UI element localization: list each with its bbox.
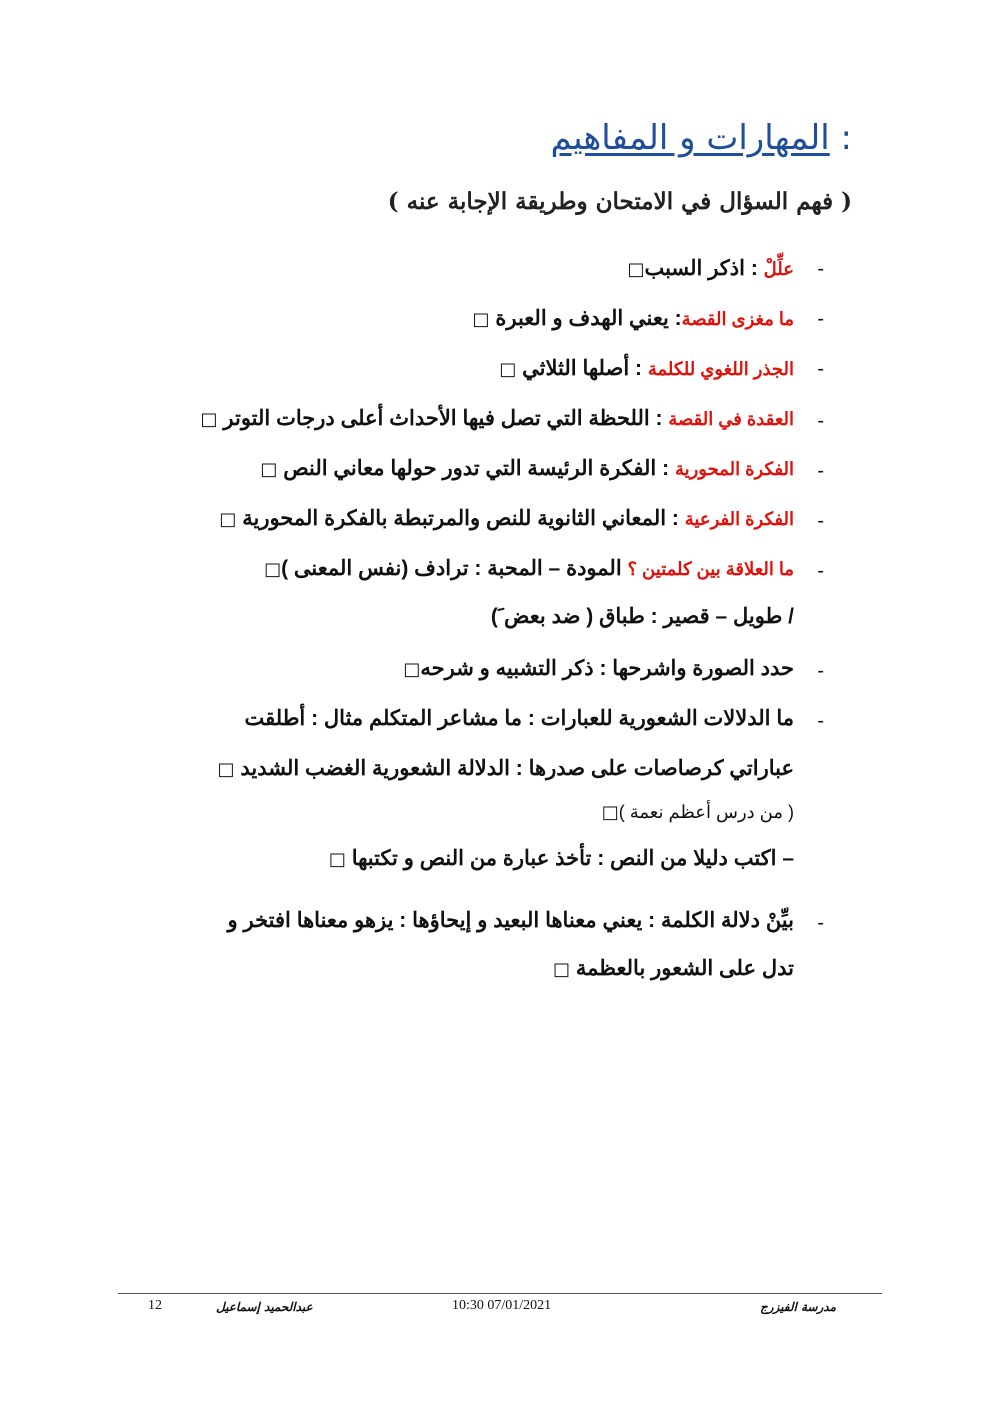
list-item — [245, 706, 794, 731]
item-text: عباراتي كرصاصات على صدرها : الدلالة الشعورية الغضب الشديد — [240, 757, 794, 780]
list-item-continuation — [217, 756, 794, 781]
item-definition: : يعني الهدف و العبرة — [495, 307, 682, 330]
footer-datetime: 10:30 07/01/2021 — [452, 1298, 552, 1313]
list-item — [201, 406, 794, 431]
square-icon: □ — [217, 759, 235, 780]
square-icon: □ — [328, 849, 346, 870]
list-item — [228, 908, 794, 933]
square-icon: □ — [472, 309, 490, 330]
list-item — [219, 506, 794, 531]
square-icon: □ — [601, 802, 619, 823]
item-term: الفكرة المحورية — [674, 459, 794, 479]
subtitle: ( فهم السؤال في الامتحان وطريقة الإجابة عنه ) — [387, 188, 852, 215]
item-term: علِّلْ — [763, 259, 794, 279]
bullet-dash: - — [817, 460, 824, 482]
square-icon: □ — [219, 509, 237, 530]
item-text: – اكتب دليلا من النص : تأخذ عبارة من النص و تكتبها — [351, 847, 794, 870]
square-icon: □ — [403, 659, 421, 680]
square-icon: □ — [260, 459, 278, 480]
item-text: ( من درس أعظم نعمة ) — [618, 802, 794, 822]
bullet-dash: - — [817, 358, 824, 380]
list-item — [329, 846, 794, 871]
item-term: ما العلاقة بين كلمتين ؟ — [627, 559, 794, 579]
bullet-dash: - — [817, 510, 824, 532]
item-definition: : اذكر السبب — [644, 257, 758, 280]
square-icon: □ — [553, 959, 571, 980]
square-icon: □ — [627, 259, 645, 280]
footer-school: مدرسة الفيزرج — [760, 1300, 837, 1314]
item-text: تدل على الشعور بالعظمة — [575, 957, 794, 980]
list-item — [627, 256, 794, 281]
list-item-continuation — [602, 802, 794, 823]
item-definition: : المعاني الثانوية للنص والمرتبطة بالفكرة المحورية — [242, 507, 679, 530]
square-icon: □ — [499, 359, 517, 380]
footer-author: عبدالحميد إسماعيل — [216, 1300, 313, 1314]
page-title — [550, 118, 852, 158]
bullet-dash: - — [817, 308, 824, 330]
list-item — [264, 556, 794, 581]
item-term: العقدة في القصة — [668, 409, 794, 429]
item-definition: : الفكرة الرئيسة التي تدور حولها معاني النص — [283, 457, 670, 480]
item-definition: المودة – المحبة : ترادف (نفس المعنى ) — [281, 557, 622, 580]
item-text: ما الدلالات الشعورية للعبارات : ما مشاعر المتكلم مثال : أطلقت — [244, 707, 794, 730]
item-term: الفكرة الفرعية — [684, 509, 794, 529]
bullet-dash: - — [817, 710, 824, 732]
item-term: ما مغزى القصة — [681, 309, 794, 329]
page-number: 12 — [148, 1298, 162, 1313]
item-definition: : أصلها الثلاثي — [522, 357, 642, 380]
square-icon: □ — [200, 409, 218, 430]
bullet-dash: - — [817, 258, 824, 280]
list-item — [473, 306, 794, 331]
list-item-continuation: / طويل – قصير : طباق ( ضد بعض َ) — [490, 605, 794, 628]
square-icon: □ — [264, 559, 282, 580]
title-text: المهارات و المفاهيم — [550, 118, 830, 158]
list-item — [260, 456, 794, 481]
bullet-dash: - — [817, 410, 824, 432]
bullet-dash: - — [817, 560, 824, 582]
title-colon: : — [840, 118, 852, 158]
list-item — [499, 356, 794, 381]
item-term: الجذر اللغوي للكلمة — [647, 359, 794, 379]
footer-divider — [118, 1293, 882, 1294]
item-text: بيِّنْ دلالة الكلمة : يعني معناها البعيد و إيحاؤها : يزهو معناها افتخر و — [227, 909, 794, 932]
list-item — [403, 656, 794, 681]
bullet-dash: - — [817, 660, 824, 682]
item-text: حدد الصورة واشرحها : ذكر التشبيه و شرحه — [420, 657, 794, 680]
list-item-continuation — [553, 956, 794, 981]
item-definition: : اللحظة التي تصل فيها الأحداث أعلى درجات التوتر — [223, 407, 663, 430]
bullet-dash: - — [817, 912, 824, 934]
